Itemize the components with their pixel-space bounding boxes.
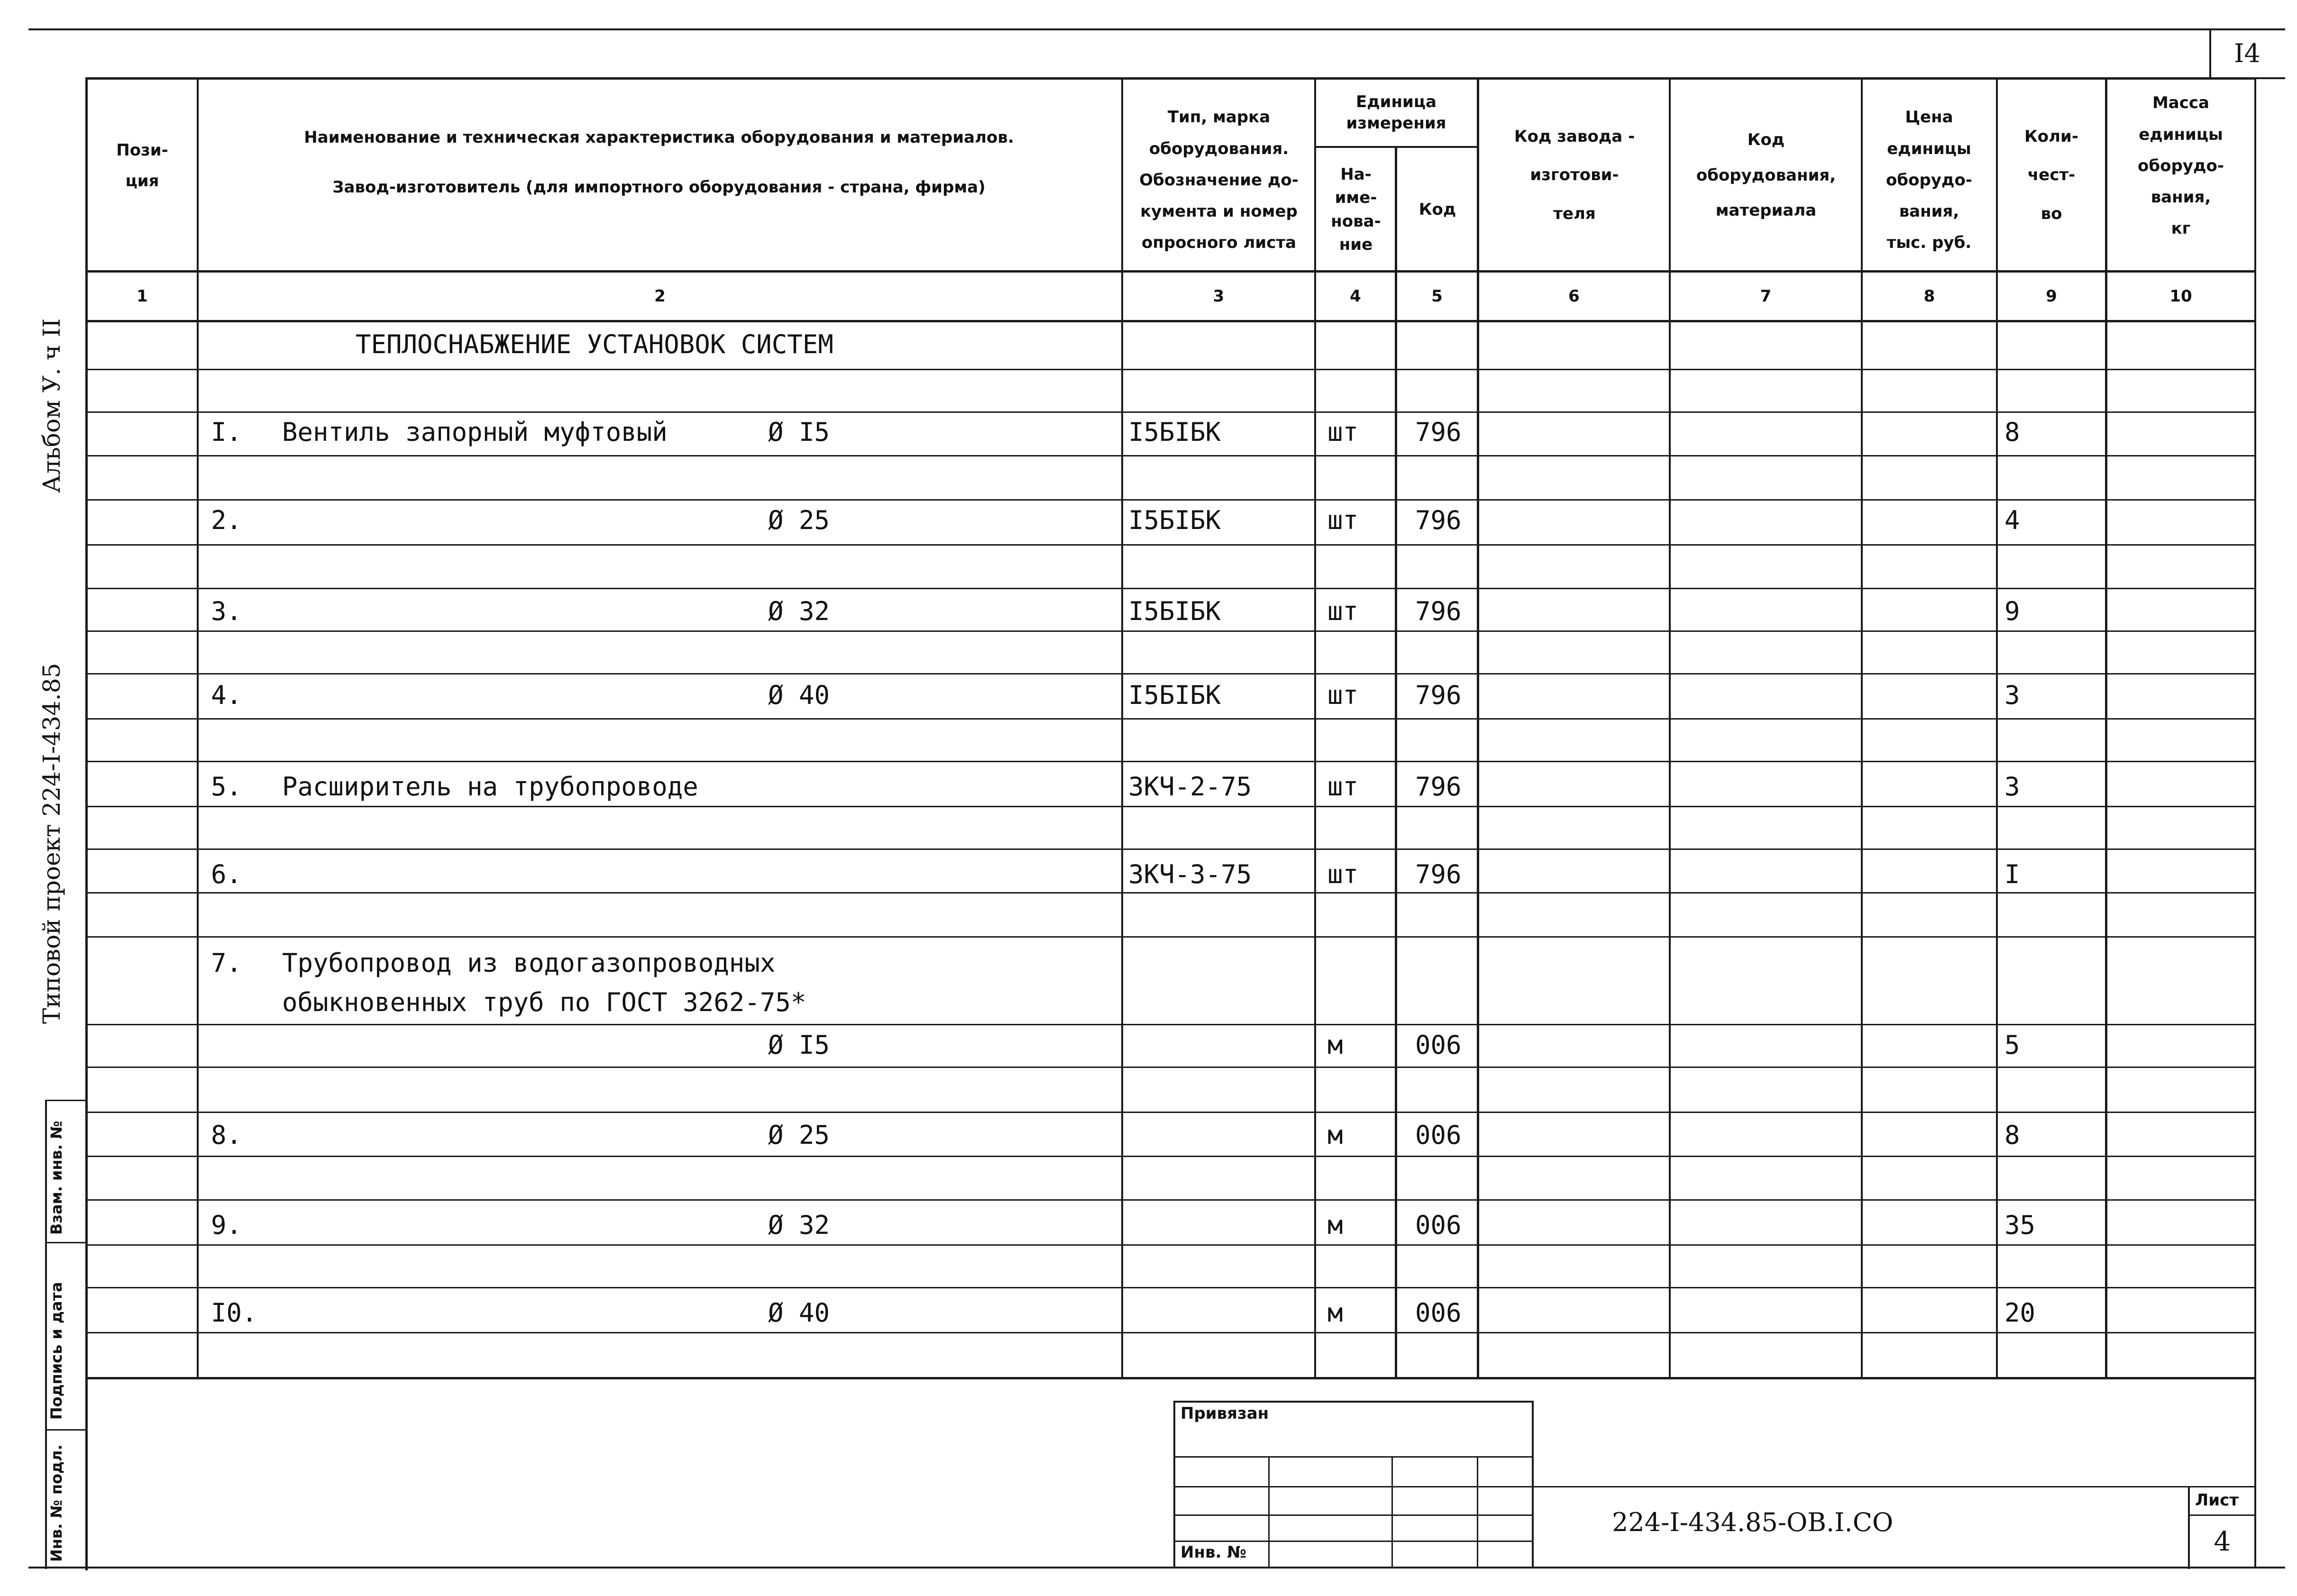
- row-type: I5БIБК: [1128, 596, 1221, 626]
- col-line-7: [1861, 77, 1863, 1378]
- header-equipment-code: Код оборудования, материала: [1696, 130, 1836, 220]
- row-name-continued: обыкновенных труб по ГОСТ 3262-75*: [282, 987, 806, 1017]
- row-unit-code: 006: [1415, 1030, 1462, 1060]
- row-line: [85, 411, 2254, 413]
- row-diameter: Ø 32: [768, 596, 830, 626]
- row-position: 6.: [211, 859, 242, 889]
- column-number: 2: [654, 287, 666, 306]
- column-number: 5: [1431, 287, 1443, 306]
- row-type: I5БIБК: [1128, 680, 1221, 710]
- col-line-4: [1395, 147, 1397, 1378]
- row-diameter: Ø I5: [768, 1030, 830, 1060]
- row-line: [85, 673, 2254, 675]
- row-unit-code: 796: [1415, 505, 1462, 535]
- table-body-bottom: [85, 1377, 2254, 1379]
- margin-inv-podl: Инв. № подл.: [47, 1444, 65, 1562]
- album-label: Альбом У. ч II: [38, 318, 65, 493]
- row-unit: шт: [1327, 680, 1359, 710]
- row-line: [85, 499, 2254, 501]
- stamp-col: [1268, 1456, 1270, 1568]
- row-line: [85, 718, 2254, 720]
- unit-group-divider: [1314, 146, 1478, 148]
- row-unit: шт: [1327, 772, 1359, 802]
- row-unit: шт: [1327, 417, 1359, 447]
- row-quantity: I: [2004, 859, 2020, 889]
- table-top: [85, 77, 2254, 80]
- row-line: [85, 761, 2254, 762]
- row-diameter: Ø I5: [768, 417, 830, 447]
- row-position: I.: [211, 417, 242, 447]
- row-diameter: Ø 40: [768, 1298, 830, 1328]
- column-number: 1: [137, 287, 148, 306]
- column-number: 9: [2046, 287, 2057, 306]
- row-position: 4.: [211, 680, 242, 710]
- corner-box-left: [2209, 28, 2211, 78]
- row-position: 7.: [211, 948, 242, 978]
- margin-inv-vzam: Взам. инв. №: [47, 1121, 65, 1235]
- col-line-8: [1996, 77, 1998, 1378]
- header-name-line1: Наименование и техническая характеристика оборудования и материалов.: [304, 128, 1014, 147]
- header-type: Тип, марка оборудования. Обозначение до- кумента и номер опросного листа: [1139, 108, 1299, 253]
- row-line: [85, 588, 2254, 589]
- col-line-9: [2105, 77, 2107, 1378]
- header-unit-name: На- име- нова- ние: [1331, 164, 1381, 254]
- column-number: 6: [1568, 287, 1580, 306]
- row-unit-code: 796: [1415, 417, 1462, 447]
- header-factory-code: Код завода - изготови- теля: [1514, 127, 1635, 223]
- row-diameter: Ø 25: [768, 505, 830, 535]
- row-line: [85, 455, 2254, 456]
- header-position: Пози- ция: [116, 141, 168, 191]
- stamp-col: [1477, 1456, 1478, 1568]
- header-price: Цена единицы оборудо- вания, тыс. руб.: [1886, 108, 1972, 253]
- row-line: [85, 630, 2254, 632]
- row-unit: м: [1327, 1298, 1343, 1328]
- frame-right: [2254, 77, 2256, 1568]
- column-number: 7: [1760, 287, 1772, 306]
- header-name-line2: Завод-изготовитель (для импортного оборудования - страна, фирма): [332, 177, 986, 197]
- row-name: Вентиль запорный муфтовый: [282, 417, 668, 447]
- row-line: [85, 848, 2254, 850]
- row-unit-code: 796: [1415, 772, 1462, 802]
- row-line: [85, 936, 2254, 938]
- row-position: I0.: [211, 1298, 257, 1328]
- sheet-number: 4: [2214, 1526, 2231, 1557]
- stamp-row: [1173, 1486, 1534, 1487]
- row-line: [85, 1244, 2254, 1246]
- margin-div-3: [45, 1429, 88, 1431]
- row-unit-code: 006: [1415, 1210, 1462, 1240]
- row-unit: м: [1327, 1120, 1343, 1150]
- margin-left-line: [45, 1100, 47, 1569]
- privyazan-label: Привязан: [1181, 1404, 1269, 1423]
- row-quantity: 8: [2004, 1120, 2020, 1150]
- inv-no-label: Инв. №: [1181, 1543, 1247, 1562]
- row-unit: шт: [1327, 505, 1359, 535]
- row-position: 2.: [211, 505, 242, 535]
- row-position: 9.: [211, 1210, 242, 1240]
- margin-div-1: [45, 1100, 88, 1101]
- row-diameter: Ø 40: [768, 680, 830, 710]
- sheet-box-left: [2188, 1486, 2190, 1569]
- row-line: [85, 1024, 2254, 1025]
- col-line-1: [197, 77, 199, 1378]
- row-line: [85, 1287, 2254, 1288]
- stamp-left: [1173, 1401, 1175, 1568]
- header-unit-code: Код: [1418, 200, 1456, 219]
- row-unit-code: 796: [1415, 859, 1462, 889]
- sheet-label: Лист: [2195, 1491, 2239, 1510]
- row-line: [85, 892, 2254, 894]
- row-quantity: 3: [2004, 772, 2020, 802]
- stamp-row: [1173, 1541, 1534, 1542]
- row-diameter: Ø 32: [768, 1210, 830, 1240]
- table-header-bottom: [85, 270, 2254, 273]
- row-diameter: Ø 25: [768, 1120, 830, 1150]
- top-border: [28, 28, 2285, 30]
- header-unit-group: Единица измерения: [1346, 92, 1446, 133]
- row-quantity: 35: [2004, 1210, 2036, 1240]
- row-unit: м: [1327, 1210, 1343, 1240]
- col-line-3: [1314, 77, 1316, 1378]
- row-quantity: 9: [2004, 596, 2020, 626]
- row-unit-code: 006: [1415, 1298, 1462, 1328]
- row-quantity: 5: [2004, 1030, 2020, 1060]
- row-line: [85, 544, 2254, 546]
- row-type: I5БIБК: [1128, 505, 1221, 535]
- row-line: [85, 806, 2254, 807]
- col-line-5: [1477, 77, 1479, 1378]
- column-number: 3: [1213, 287, 1225, 306]
- stamp-right: [1532, 1401, 1534, 1568]
- stamp-row: [1173, 1514, 1534, 1516]
- doc-block-top: [1534, 1486, 2254, 1487]
- frame-bottom: [28, 1567, 2285, 1569]
- row-position: 3.: [211, 596, 242, 626]
- margin-div-2: [45, 1242, 88, 1243]
- row-quantity: 4: [2004, 505, 2020, 535]
- header-quantity: Коли- чест- во: [2024, 127, 2078, 223]
- row-type: ЗКЧ-3-75: [1128, 859, 1252, 889]
- row-unit: шт: [1327, 596, 1359, 626]
- row-line: [85, 1332, 2254, 1333]
- sheet-box-mid: [2188, 1514, 2254, 1516]
- row-position: 8.: [211, 1120, 242, 1150]
- stamp-top: [1173, 1401, 1534, 1403]
- row-unit: м: [1327, 1030, 1343, 1060]
- section-title: ТЕПЛОСНАБЖЕНИЕ УСТАНОВОК СИСТЕМ: [356, 329, 833, 359]
- header-mass: Масса единицы оборудо- вания, кг: [2138, 93, 2224, 238]
- row-line: [85, 1199, 2254, 1201]
- row-type: I5БIБК: [1128, 417, 1221, 447]
- margin-sign-date: Подпись и дата: [47, 1282, 65, 1420]
- row-line: [85, 1067, 2254, 1068]
- row-type: ЗКЧ-2-75: [1128, 772, 1252, 802]
- row-unit: шт: [1327, 859, 1359, 889]
- row-line: [85, 1156, 2254, 1157]
- row-unit-code: 796: [1415, 596, 1462, 626]
- row-position: 5.: [211, 772, 242, 802]
- row-name: Расширитель на трубопроводе: [282, 772, 698, 802]
- row-quantity: 8: [2004, 417, 2020, 447]
- table-colnum-bottom: [85, 320, 2254, 322]
- column-number: 8: [1923, 287, 1935, 306]
- row-line: [85, 369, 2254, 370]
- row-unit-code: 006: [1415, 1120, 1462, 1150]
- document-code: 224-I-434.85-ОВ.I.СО: [1612, 1507, 1894, 1537]
- row-name: Трубопровод из водогазопроводных: [282, 948, 776, 978]
- stamp-row: [1173, 1456, 1534, 1458]
- row-quantity: 3: [2004, 680, 2020, 710]
- row-quantity: 20: [2004, 1298, 2036, 1328]
- project-label: Типовой проект 224-I-434.85: [38, 663, 65, 1024]
- row-line: [85, 1112, 2254, 1113]
- row-unit-code: 796: [1415, 680, 1462, 710]
- col-line-6: [1669, 77, 1671, 1378]
- sheet-corner-number: I4: [2234, 38, 2260, 68]
- col-line-2: [1121, 77, 1123, 1378]
- stamp-col: [1391, 1456, 1393, 1568]
- column-number: 4: [1350, 287, 1361, 306]
- column-number: 10: [2169, 287, 2192, 306]
